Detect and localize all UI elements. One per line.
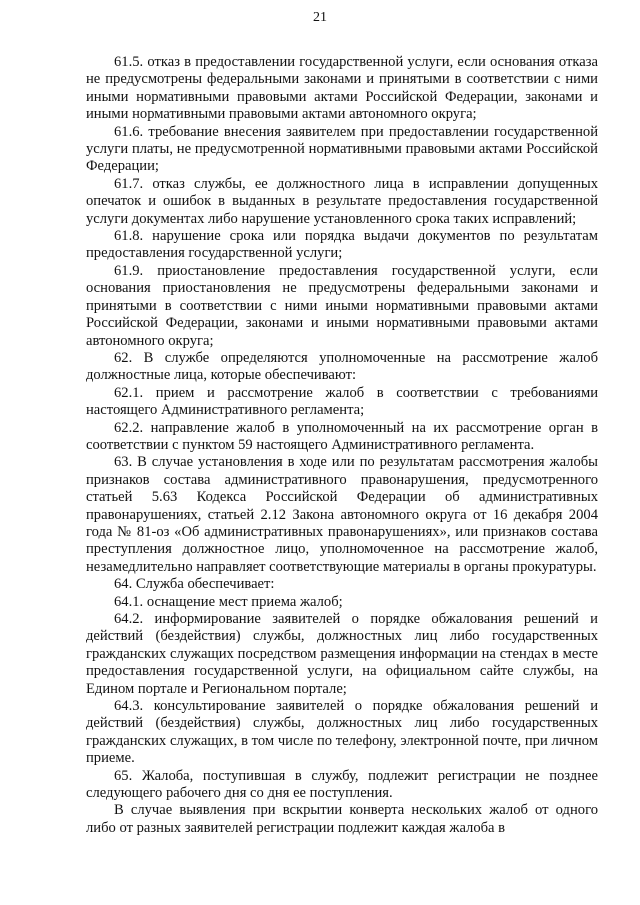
paragraph-61-8: 61.8. нарушение срока или порядка выдачи документов по результатам предоставления государственной услуги; [86, 228, 598, 262]
paragraph-65: 65. Жалоба, поступившая в службу, подлежит регистрации не позднее следующего рабочего дня со дня ее поступления. [86, 767, 598, 802]
paragraph-62: 62. В службе определяются уполномоченные на рассмотрение жалоб должностные лица, которые обеспечивают: [86, 349, 598, 384]
paragraph-63: 63. В случае установления в ходе или по результатам рассмотрения жалобы признаков состава административного правонарушения, предусмотренного статьей 5.63 Кодекса Российской Федерации об административных правонарушениях, статьей 2.12 Закона автономного округа от 16 декабря 2004 года № 81-оз «Об административных правонарушениях», или признаков состава преступления должностное лицо, уполномоченное на рассмотрение жалоб, незамедлительно направляет соответствующие материалы в органы прокуратуры. [86, 454, 598, 575]
paragraph-62-2: 62.2. направление жалоб в уполномоченный на их рассмотрение орган в соответствии с пунктом 59 настоящего Административного регламента. [86, 419, 598, 453]
paragraph-65-cont: В случае выявления при вскрытии конверта нескольких жалоб от одного либо от разных заявителей регистрации подлежит каждая жалоба в [86, 802, 598, 836]
paragraph-62-1: 62.1. прием и рассмотрение жалоб в соответствии с требованиями настоящего Административного регламента; [86, 384, 598, 419]
paragraph-61-5: 61.5. отказ в предоставлении государственной услуги, если основания отказа не предусмотрены федеральными законами и принятыми в соответствии с ними иными нормативными правовыми актами Российской Федерации, законами и иными нормативными правовыми актами автономного округа; [86, 54, 598, 123]
page-number: 21 [313, 10, 327, 25]
paragraph-61-9: 61.9. приостановление предоставления государственной услуги, если основания приостановления не предусмотрены федеральными законами и принятыми в соответствии с ними иными нормативными правовыми актами Российской Федерации, законами и иными нормативными правовыми актами автономного округа; [86, 262, 598, 349]
paragraph-61-6: 61.6. требование внесения заявителем при предоставлении государственной услуги платы, не предусмотренной нормативными правовыми актами Российской Федерации; [86, 123, 598, 175]
paragraph-61-7: 61.7. отказ службы, ее должностного лица в исправлении допущенных опечаток и ошибок в выданных в результате предоставления государственной услуги документах либо нарушение установленного срока таких исправлений; [86, 175, 598, 227]
paragraph-64-1: 64.1. оснащение мест приема жалоб; [114, 593, 343, 610]
paragraph-64-3: 64.3. консультирование заявителей о порядке обжалования решений и действий (бездействия) службы, должностных лиц либо государственных гражданских служащих, в том числе по телефону, электронной почте, при личном приеме. [86, 698, 598, 767]
document-body [86, 54, 598, 837]
paragraph-64: 64. Служба обеспечивает: [114, 576, 275, 593]
paragraph-64-2: 64.2. информирование заявителей о порядке обжалования решений и действий (бездействия) службы, должностных лиц либо государственных гражданских служащих посредством размещения информации на стендах в месте предоставления государственной услуги, на официальном сайте службы, на Едином портале и Региональном портале; [86, 611, 598, 697]
